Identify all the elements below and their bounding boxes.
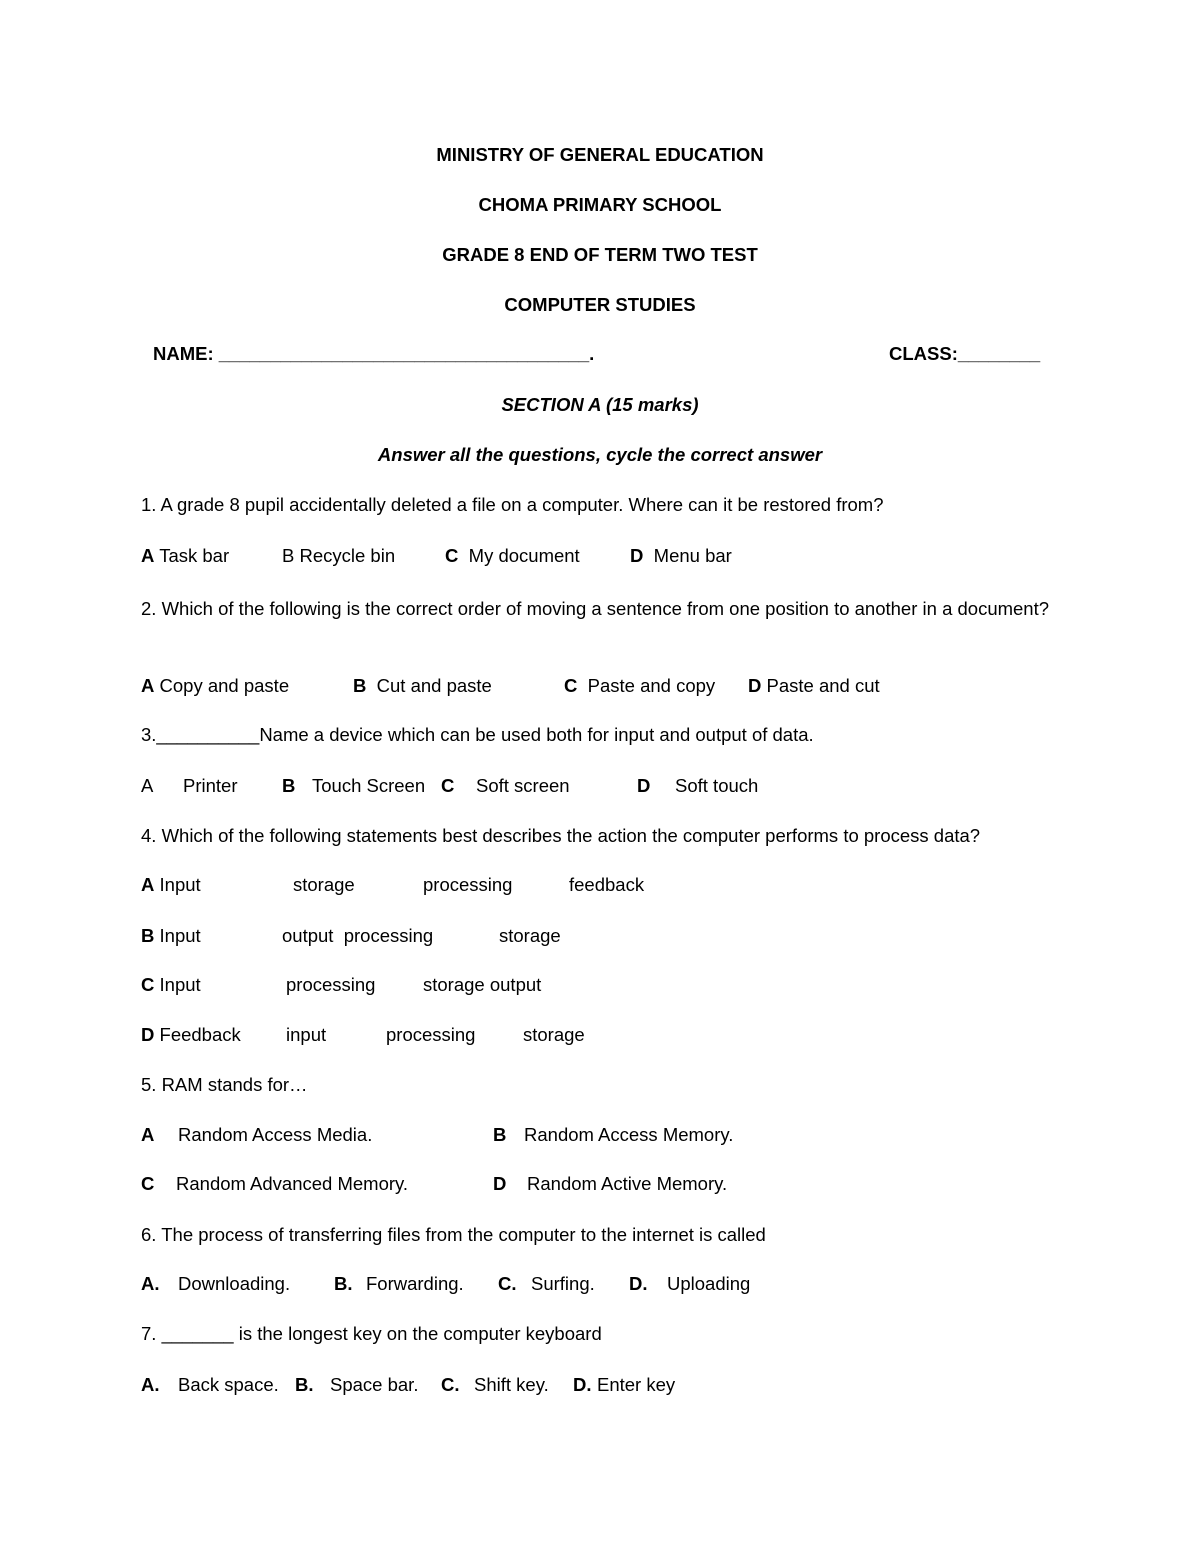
question-3: 3.__________Name a device which can be used both for input and output of data. xyxy=(141,724,814,745)
option-6d[interactable]: Uploading xyxy=(667,1273,751,1294)
question-5: 5. RAM stands for… xyxy=(141,1074,308,1095)
question-6: 6. The process of transferring files from the computer to the internet is called xyxy=(141,1224,766,1245)
option-3d[interactable]: Soft touch xyxy=(675,775,759,796)
option-2b[interactable]: B Cut and paste xyxy=(353,675,492,696)
option-1c[interactable]: C My document xyxy=(445,545,580,566)
option-1d[interactable]: D Menu bar xyxy=(630,545,732,566)
name-field[interactable]: NAME: ____________________________________. xyxy=(153,343,595,364)
test-heading: GRADE 8 END OF TERM TWO TEST xyxy=(442,244,758,265)
option-5b-letter: B xyxy=(493,1124,507,1145)
option-7d-letter: D. xyxy=(573,1374,592,1395)
option-1b[interactable]: B Recycle bin xyxy=(282,545,396,566)
option-2a[interactable]: A Copy and paste xyxy=(141,675,290,696)
option-3d-letter: D xyxy=(637,775,651,796)
option-6b-letter: B. xyxy=(334,1273,353,1294)
option-7a[interactable]: Back space. xyxy=(178,1374,279,1395)
section-instruction: Answer all the questions, cycle the correct answer xyxy=(377,444,823,465)
section-title: SECTION A (15 marks) xyxy=(501,394,699,415)
option-7c[interactable]: Shift key. xyxy=(474,1374,549,1395)
ministry-heading: MINISTRY OF GENERAL EDUCATION xyxy=(436,144,764,165)
option-7b[interactable]: Space bar. xyxy=(330,1374,419,1395)
option-6a[interactable]: Downloading. xyxy=(178,1273,291,1294)
option-7b-letter: B. xyxy=(295,1374,314,1395)
exam-page: MINISTRY OF GENERAL EDUCATION CHOMA PRIMARY SCHOOL GRADE 8 END OF TERM TWO TEST COMPUTER STUDIES NAME: ____________________________________. CLASS:________ SECTION A (15 marks) Answer all the questions, cycle the correct answer 1. A grade 8 pupil accidentally deleted a file on a computer. Where can it be restored from? A Task bar B Recycle bin C My document D Menu bar 2. Which of the following is the correct order of moving a sentence from one position to another in a document? A Copy and paste B Cut and paste C Paste and copy D Paste and cut 3.__________Name a device which can be used both for input and output of data. A Printer B Touch Screen C Soft screen D Soft touch 4. Which of the following statements best describes the action the computer performs to process data? A Input storage processing feedback B Input output processing storage C Input processing storage output D Feedback input processing storage 5. RAM stands for… A Random Access Media. B Random Access Memory. C Random Advanced Memory. D Random Active Memory. 6. The process of transferring files from the computer to the internet is called A. Downloading. B. Forwarding. C. Surfing. D. Uploading 7. _______ is the longest key on the computer keyboard A. Back space. B. Space bar. C. Shift key. D. Enter key xyxy=(0,0,1200,1553)
option-3a[interactable]: Printer xyxy=(183,775,238,796)
option-5a[interactable]: Random Access Media. xyxy=(178,1124,373,1145)
option-6c[interactable]: Surfing. xyxy=(531,1273,595,1294)
option-3c-letter: C xyxy=(441,775,455,796)
question-1: 1. A grade 8 pupil accidentally deleted a file on a computer. Where can it be restored from? xyxy=(141,494,884,515)
option-3b-letter: B xyxy=(282,775,296,796)
option-1a[interactable]: A Task bar xyxy=(141,545,230,566)
option-7c-letter: C. xyxy=(441,1374,460,1395)
option-2c[interactable]: C Paste and copy xyxy=(564,675,716,696)
option-5d[interactable]: Random Active Memory. xyxy=(527,1173,728,1194)
option-7d[interactable]: Enter key xyxy=(597,1374,676,1395)
option-3b[interactable]: Touch Screen xyxy=(312,775,426,796)
option-5a-letter: A xyxy=(141,1124,155,1145)
option-6a-letter: A. xyxy=(141,1273,160,1294)
option-6d-letter: D. xyxy=(629,1273,648,1294)
option-5b[interactable]: Random Access Memory. xyxy=(524,1124,734,1145)
option-6b[interactable]: Forwarding. xyxy=(366,1273,464,1294)
subject-heading: COMPUTER STUDIES xyxy=(504,294,696,315)
option-7a-letter: A. xyxy=(141,1374,160,1395)
option-5c-letter: C xyxy=(141,1173,155,1194)
question-2: 2. Which of the following is the correct order of moving a sentence from one position to another in a document? xyxy=(141,598,1050,619)
option-3c[interactable]: Soft screen xyxy=(476,775,570,796)
option-5d-letter: D xyxy=(493,1173,507,1194)
option-3a-letter: A xyxy=(141,775,154,796)
class-field[interactable]: CLASS:________ xyxy=(889,343,1041,364)
option-2d[interactable]: D Paste and cut xyxy=(748,675,880,696)
school-heading: CHOMA PRIMARY SCHOOL xyxy=(478,194,722,215)
question-4: 4. Which of the following statements best describes the action the computer performs to process data? xyxy=(141,825,981,846)
question-7: 7. _______ is the longest key on the computer keyboard xyxy=(141,1323,602,1344)
option-6c-letter: C. xyxy=(498,1273,517,1294)
option-5c[interactable]: Random Advanced Memory. xyxy=(176,1173,409,1194)
